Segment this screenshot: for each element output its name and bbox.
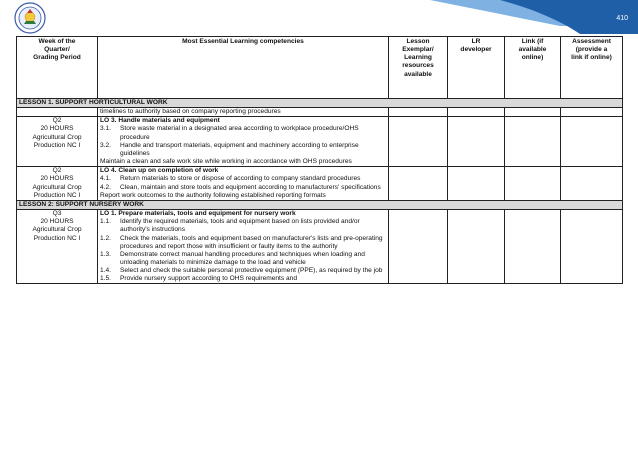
- lesson-row: [17, 99, 623, 108]
- lesson-row: [17, 200, 623, 209]
- list-item: 3.2. Handle and transport materials, equipment and machinery according to enterprise guidelines: [100, 141, 359, 157]
- header-lesson-exemplar: Lesson Exemplar/ Learning resources available: [389, 37, 448, 99]
- competency-text: timelines to authority based on company reporting procedures: [98, 108, 389, 117]
- deped-seal-icon: [14, 2, 46, 34]
- quarter-cell: Q2 20 HOURS Agricultural Crop Production NC I: [17, 167, 98, 201]
- list-item: 1.4. Select and check the suitable personal protective equipment (PPE), as required by the job: [100, 267, 383, 275]
- quarter-cell: Q3 20 HOURS Agricultural Crop Production NC I: [17, 210, 98, 284]
- competency-cell: [98, 117, 389, 167]
- list-item: 1.1. Identify the required materials, tools and equipment based on lists provided and/or authority's instructions: [100, 218, 360, 234]
- competency-cell: [98, 210, 389, 284]
- list-item: 1.2. Check the materials, tools and equipment based on manufacturer's lists and pre-operating procedures and report those with insufficient or faulty items to the authority: [100, 234, 383, 250]
- table-row: [17, 167, 623, 201]
- list-item: 4.1. Return materials to store or dispose of according to company standard procedures: [100, 175, 361, 183]
- competency-text: Maintain a clean and safe work site while working in accordance with OHS procedures: [100, 158, 352, 166]
- list-item: 3.1. Store waste material in a designated area according to workplace procedure/OHS procedure: [100, 125, 359, 141]
- header-lr-developer: LR developer: [448, 37, 505, 99]
- page-number: 410: [616, 15, 628, 22]
- learning-outcome: LO 3. Handle materials and equipment: [100, 117, 220, 125]
- table-row: [17, 210, 623, 284]
- table-header-row: [17, 37, 623, 99]
- lesson-title: LESSON 2: SUPPORT NURSERY WORK: [17, 200, 623, 209]
- lesson-title: LESSON 1. SUPPORT HORTICULTURAL WORK: [17, 99, 623, 108]
- list-item: 1.5. Provide nursery support according to OHS requirements and: [100, 275, 298, 283]
- header-competencies: Most Essential Learning competencies: [98, 37, 389, 99]
- melc-table: [16, 36, 623, 284]
- competency-cell: [98, 167, 389, 201]
- header-link: Link (if available online): [505, 37, 561, 99]
- header-week: Week of the Quarter/ Grading Period: [17, 37, 98, 99]
- quarter-cell: Q2 20 HOURS Agricultural Crop Production NC I: [17, 117, 98, 167]
- header-banner: [0, 0, 638, 34]
- list-item: 1.3. Demonstrate correct manual handling procedures and techniques when loading and unloading materials to minimize damage to the load and vehicle: [100, 250, 365, 266]
- competency-text: Report work outcomes to the authority following established reporting formats: [100, 191, 326, 199]
- header-assessment: Assessment (provide a link if online): [561, 37, 623, 99]
- table-row: [17, 117, 623, 167]
- table-row: [17, 108, 623, 117]
- learning-outcome: LO 4. Clean up on completion of work: [100, 167, 219, 175]
- list-item: 4.2. Clean, maintain and store tools and equipment according to manufacturers' specifications: [100, 183, 381, 191]
- learning-outcome: LO 1. Prepare materials, tools and equipment for nursery work: [100, 210, 296, 218]
